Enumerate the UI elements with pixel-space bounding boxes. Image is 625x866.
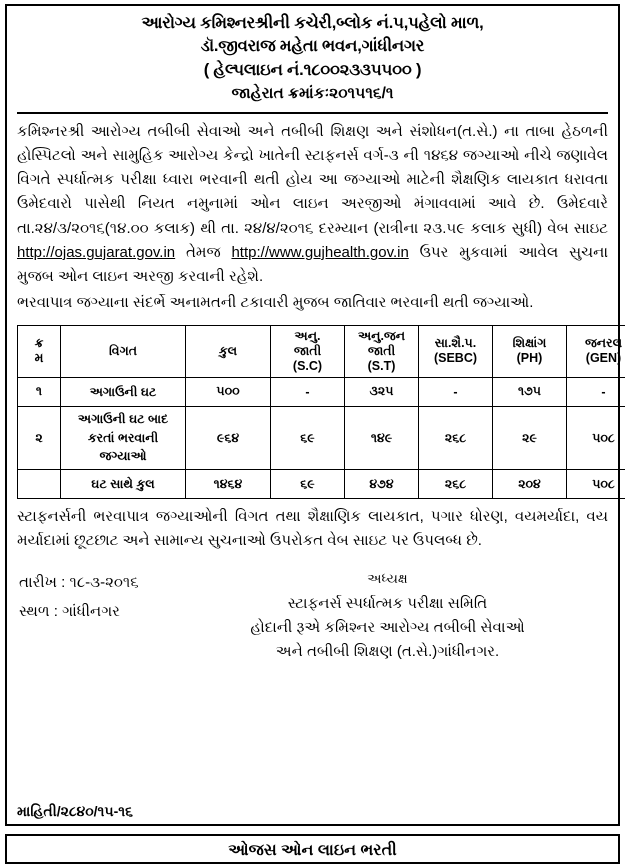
- cell-description: અગાઉની ઘટ: [61, 377, 186, 406]
- header-description: વિગત: [61, 325, 186, 377]
- body-paragraph-1: [17, 120, 608, 290]
- signatory-line-2: હોદાની રૂએ કમિશ્નર આરોગ્ય તબીબી સેવાઓ: [250, 618, 525, 636]
- cell-sc: ૬૯: [271, 470, 345, 499]
- cell-serial: [18, 470, 61, 499]
- vacancy-table-head: [18, 325, 625, 377]
- document-footer: [17, 568, 608, 688]
- header-line-2: ડૉ.જીવરાજ મહેતા ભવન,ગાંધીનગર: [200, 37, 425, 56]
- bottom-banner: ઓજસ ઓન લાઇન ભરતી: [5, 834, 620, 864]
- footer-place: [19, 597, 139, 626]
- signatory-title: અધ્યક્ષ: [367, 570, 408, 586]
- cell-ph: ૧૭૫: [493, 377, 567, 406]
- reservation-note: ભરવાપાત્ર જગ્યાના સંદર્ભે અનામતની ટકાવારી મુજબ જાતિવાર ભરવાની થતી જગ્યાઓ.: [17, 293, 534, 311]
- footer-left-block: [19, 568, 139, 627]
- footer-place-label: સ્થળ :: [19, 602, 58, 620]
- footer-date-label: તારીખ :: [19, 573, 66, 591]
- table-header-row: [18, 325, 625, 377]
- table-row: [18, 470, 625, 499]
- cell-total: ૧૪૬૪: [186, 470, 271, 499]
- table-row: [18, 377, 625, 406]
- cell-gen: ૫૦૮: [567, 406, 625, 469]
- document-header: [17, 12, 608, 82]
- header-serial: ક્ર મ: [18, 325, 61, 377]
- body-paragraph-3-text: ઉપર મુકવામાં આવેલ સુચના મુજબ ઓન લાઇન અરજી કરવાની રહેશે.: [17, 244, 609, 286]
- header-sebc: સા.શૈ.૫. (SEBC): [419, 325, 493, 377]
- cell-gen: -: [567, 377, 625, 406]
- advert-number: જાહેરાત ક્રમાંકઃ૨૦૧૫૧૬/૧: [231, 85, 394, 103]
- footer-place-value: ગાંધીનગર: [62, 602, 120, 620]
- cell-description: અગાઉની ઘટ બાદ કરતાં ભરવાની જગ્યાઓ: [61, 406, 186, 469]
- ojas-website-link[interactable]: http://ojas.gujarat.gov.in: [17, 244, 176, 261]
- header-ph: શિક્ષાંગ (PH): [493, 325, 567, 377]
- cell-serial: ૧: [18, 377, 61, 406]
- table-row: [18, 406, 625, 469]
- after-table-note: [17, 505, 608, 554]
- cell-sc: ૬૯: [271, 406, 345, 469]
- gujhealth-website-link[interactable]: http://www.gujhealth.gov.in: [231, 244, 409, 261]
- cell-st: ૪૭૪: [345, 470, 419, 499]
- cell-gen: ૫૦૮: [567, 470, 625, 499]
- cell-serial: ૨: [18, 406, 61, 469]
- footer-signatory-block: [167, 568, 608, 665]
- cell-total: ૯૬૪: [186, 406, 271, 469]
- header-st: અનુ.જન જાતી (S.T): [345, 325, 419, 377]
- cell-st: ૩૨૫: [345, 377, 419, 406]
- header-line-3: ( હેલ્પલાઇન નં.૧૮૦૦૨૩૩૫૫૦૦ ): [203, 60, 422, 79]
- signatory-line-3: અને તબીબી શિક્ષણ (ત.સે.)ગાંધીનગર.: [275, 643, 500, 661]
- cell-description: ઘટ સાથે કુલ: [61, 470, 186, 499]
- info-code: માહિતી/૨૮૪૦/૧૫-૧૬: [17, 803, 133, 819]
- header-divider: [17, 112, 608, 114]
- cell-sebc: -: [419, 377, 493, 406]
- after-table-text: સ્ટાફનર્સની ભરવાપાત્ર જગ્યાઓની વિગત તથા શૈક્ષાણિક લાયકાત, પગાર ધોરણ, વયમર્યાદા, વય મર્યાદામાં છૂટછાટ અને સામાન્ય સુચનાઓ ઉપરોકત વેબ સાઇટ પર ઉપલબ્ધ છે.: [17, 508, 608, 550]
- cell-sc: -: [271, 377, 345, 406]
- cell-ph: ૨૯: [493, 406, 567, 469]
- cell-sebc: ૨૬૮: [419, 470, 493, 499]
- cell-ph: ૨૦૪: [493, 470, 567, 499]
- body-paragraph-2-text: તેમજ: [175, 244, 232, 261]
- cell-st: ૧૪૯: [345, 406, 419, 469]
- body-paragraph-1-text: કમિશ્નરશ્રી આરોગ્ય તબીબી સેવાઓ અને તબીબી શિક્ષણ અને સંશોધન(ત.સે.) ના તાબા હેઠળની હોસ્પિટલો અને સામુહિક આરોગ્ય કેન્દ્રો ખાતેની સ્ટાફનર્સ વર્ગ-૩ ની ૧૪૬૪ જગ્યાઓ નીચે જણાવેલ વિગતે સ્પર્ધાત્મક પરીક્ષા ધ્વારા ભરવાની થતી હોય આ જગ્યાઓ માટેની શૈક્ષણિક લાયકાત ધરાવતા ઉમેદવારો પાસેથી નિયત નમુનામાં ઓન લાઇન અરજીઓ મંગાવવામાં આવે છે. ઉમેદવારે તા.૨૪/૩/૨૦૧૬(૧૪.૦૦ કલાક) થી તા. ૨૪/૪/૨૦૧૬ દરમ્યાન (રાત્રીના ૨૩.૫૯ કલાક સુધી) વેબ સાઇટ: [17, 122, 608, 237]
- cell-total: ૫૦૦: [186, 377, 271, 406]
- notice-box: [5, 4, 623, 826]
- cell-sebc: ૨૬૮: [419, 406, 493, 469]
- vacancy-table: [17, 325, 625, 499]
- footer-date: [19, 568, 139, 597]
- header-gen: જનરલ (GEN): [567, 325, 625, 377]
- body-text: [17, 120, 608, 315]
- header-total: કુલ: [186, 325, 271, 377]
- header-sc: અનુ. જાતી (S.C): [271, 325, 345, 377]
- footer-date-value: ૧૮-૩-૨૦૧૬: [69, 573, 139, 591]
- signatory-line-1: સ્ટાફનર્સ સ્પર્ધાત્મક પરીક્ષા સમિતિ: [287, 594, 488, 612]
- header-line-1: આરોગ્ય કમિશ્નરશ્રીની કચેરી,બ્લોક નં.૫,પહેલો માળ,: [141, 14, 484, 32]
- vacancy-table-body: [18, 377, 625, 498]
